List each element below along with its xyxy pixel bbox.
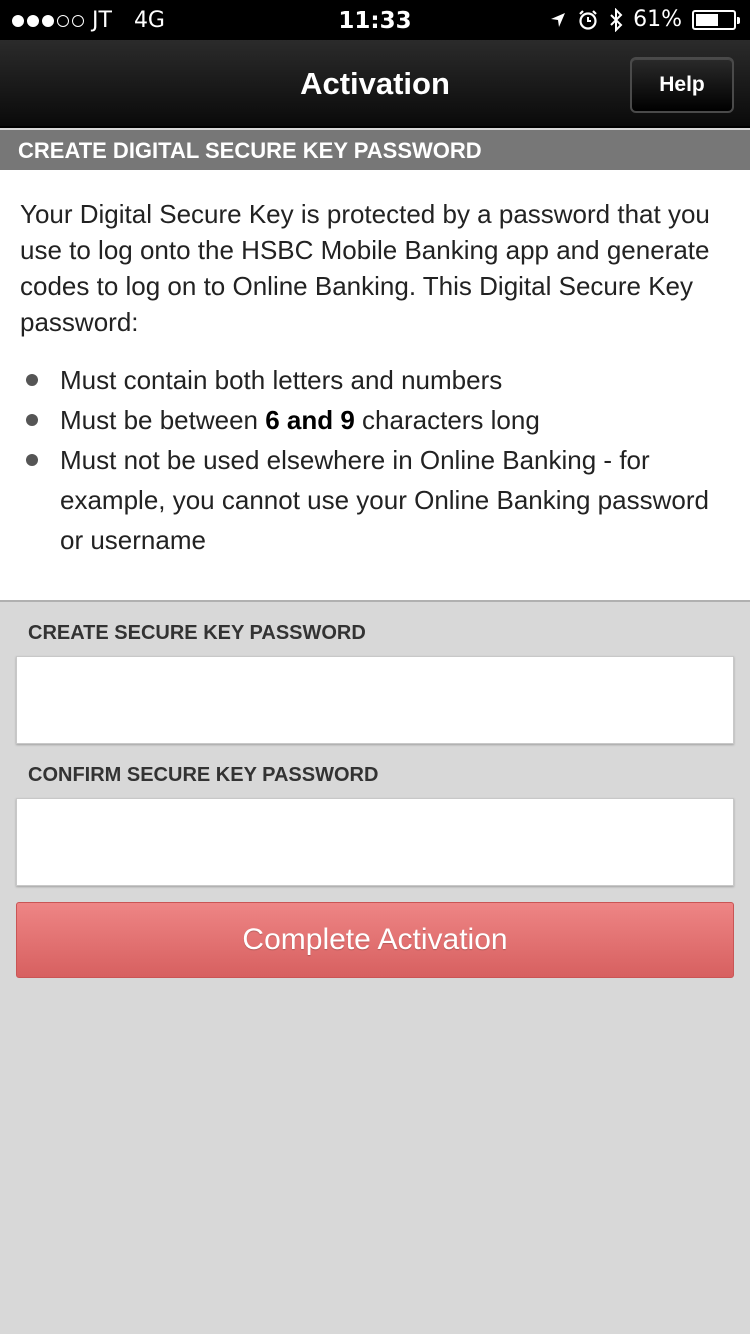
network-type: 4G <box>133 8 165 33</box>
alarm-clock-icon <box>577 9 599 31</box>
rule-item <box>20 400 732 440</box>
create-password-label: CREATE SECURE KEY PASSWORD <box>28 622 366 644</box>
section-header: CREATE DIGITAL SECURE KEY PASSWORD <box>0 130 750 170</box>
carrier-name: JT <box>92 8 112 33</box>
battery-icon <box>692 10 736 30</box>
confirm-password-input[interactable] <box>16 798 734 886</box>
rule-item <box>20 440 732 560</box>
info-panel <box>0 170 750 602</box>
status-right <box>549 7 736 32</box>
battery-percent: 61% <box>633 7 682 32</box>
rule-text: Must contain both letters and numbers <box>60 365 503 395</box>
help-button[interactable]: Help <box>630 57 734 113</box>
rule-text-emphasis: 6 and 9 <box>265 405 355 435</box>
intro-text: Your Digital Secure Key is protected by a password that you use to log onto the HSBC Mobile Banking app and generate codes to log on to Online Banking. This Digital Secure Key password: <box>20 199 710 337</box>
rule-text-prefix: Must be between <box>60 405 266 435</box>
rule-text-suffix: characters long <box>354 405 540 435</box>
bullet-icon <box>26 414 38 426</box>
create-password-input[interactable] <box>16 656 734 744</box>
navigation-bar <box>0 40 750 128</box>
confirm-password-label: CONFIRM SECURE KEY PASSWORD <box>28 764 379 786</box>
battery-level-fill <box>696 14 718 26</box>
bullet-icon <box>26 454 38 466</box>
page-title: Activation <box>300 66 450 101</box>
rule-item <box>20 360 732 400</box>
bullet-icon <box>26 374 38 386</box>
status-bar <box>0 0 750 40</box>
complete-activation-button[interactable]: Complete Activation <box>16 902 734 978</box>
bluetooth-icon <box>609 8 623 32</box>
status-time: 11:33 <box>338 8 412 34</box>
location-arrow-icon <box>549 11 567 29</box>
password-rules-list <box>20 360 732 560</box>
rule-text: Must not be used elsewhere in Online Banking - for example, you cannot use your Online Banking password or username <box>60 445 709 555</box>
